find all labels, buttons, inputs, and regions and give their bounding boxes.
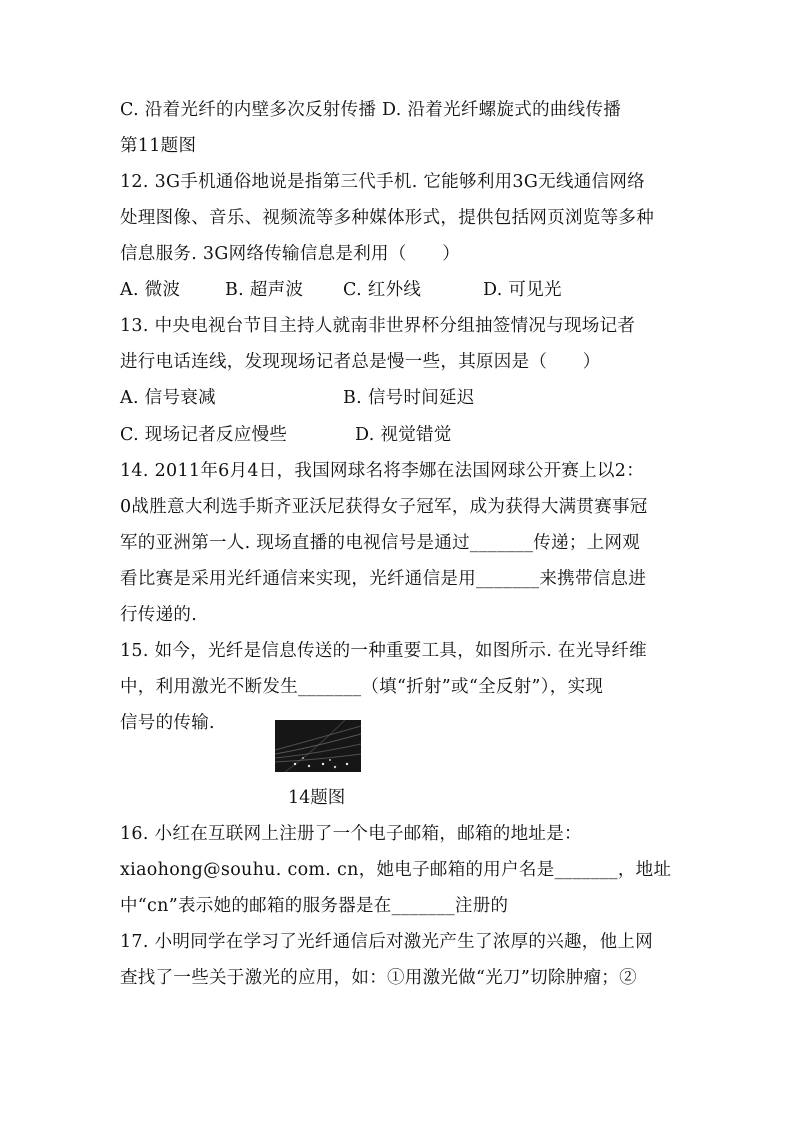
q12-option-c: C. 红外线 [343,280,422,300]
q17-text-line-1: 17. 小明同学在学习了光纤通信后对激光产生了浓厚的兴趣，他上网 [120,932,653,952]
q13-text-line-2: 进行电话连线，发现现场记者总是慢一些，其原因是（ ） [120,352,601,372]
q14-text-line-2: 0战胜意大利选手斯齐亚沃尼获得女子冠军，成为获得大满贯赛事冠 [120,497,648,517]
q13-options-ab [120,386,680,410]
q16-text-line-1: 16. 小红在互联网上注册了一个电子邮箱，邮箱的地址是： [120,824,582,844]
q12-text-line-2: 处理图像、音乐、视频流等多种媒体形式，提供包括网页浏览等多种 [120,208,654,228]
optical-fiber-photo [275,720,361,772]
q14-text-line-3: 军的亚洲第一人. 现场直播的电视信号是通过_______传递；上网观 [120,533,641,553]
q14-text-line-5: 行传递的. [120,605,198,625]
q15-text-line-3: 信号的传输. [120,713,215,733]
q13-option-b: B. 信号时间延迟 [343,388,475,408]
q13-options-cd [120,423,680,447]
q13-text-line-1: 13. 中央电视台节目主持人就南非世界杯分组抽签情况与现场记者 [120,316,636,336]
q12-text-line-1: 12. 3G手机通俗地说是指第三代手机. 它能够利用3G无线通信网络 [120,172,645,192]
q12-option-b: B. 超声波 [225,280,304,300]
q14-text-line-4: 看比赛是采用光纤通信来实现，光纤通信是用_______来携带信息进 [120,569,647,589]
q16-text-line-3: 中“cn”表示她的邮箱的服务器是在_______注册的 [120,896,509,916]
q14-text-line-1: 14. 2011年6月4日，我国网球名将李娜在法国网球公开赛上以2： [120,461,645,481]
q15-text-line-2: 中，利用激光不断发生_______（填“折射”或“全反射”），实现 [120,677,604,697]
figure-caption: 14题图 [288,788,346,808]
q16-text-line-2: xiaohong@souhu. com. cn，她电子邮箱的用户名是_______，地址 [120,860,672,880]
q12-text-line-3: 信息服务. 3G网络传输信息是利用（ ） [120,244,461,264]
q11-figure-caption: 第11题图 [120,136,197,156]
optical-fiber-photo-graphic [275,720,361,772]
q13-option-d: D. 视觉错觉 [355,425,452,445]
q12-options [120,278,680,302]
q17-text-line-2: 查找了一些关于激光的应用，如：①用激光做“光刀”切除肿瘤；② [120,968,637,988]
q15-text-line-1: 15. 如今，光纤是信息传送的一种重要工具，如图所示. 在光导纤维 [120,641,647,661]
q13-option-c: C. 现场记者反应慢些 [120,425,288,445]
q11-options-line: C. 沿着光纤的内壁多次反射传播 D. 沿着光纤螺旋式的曲线传播 [120,100,622,120]
q12-option-d: D. 可见光 [483,280,562,300]
q12-option-a: A. 微波 [120,280,181,300]
q13-option-a: A. 信号衰减 [120,388,216,408]
